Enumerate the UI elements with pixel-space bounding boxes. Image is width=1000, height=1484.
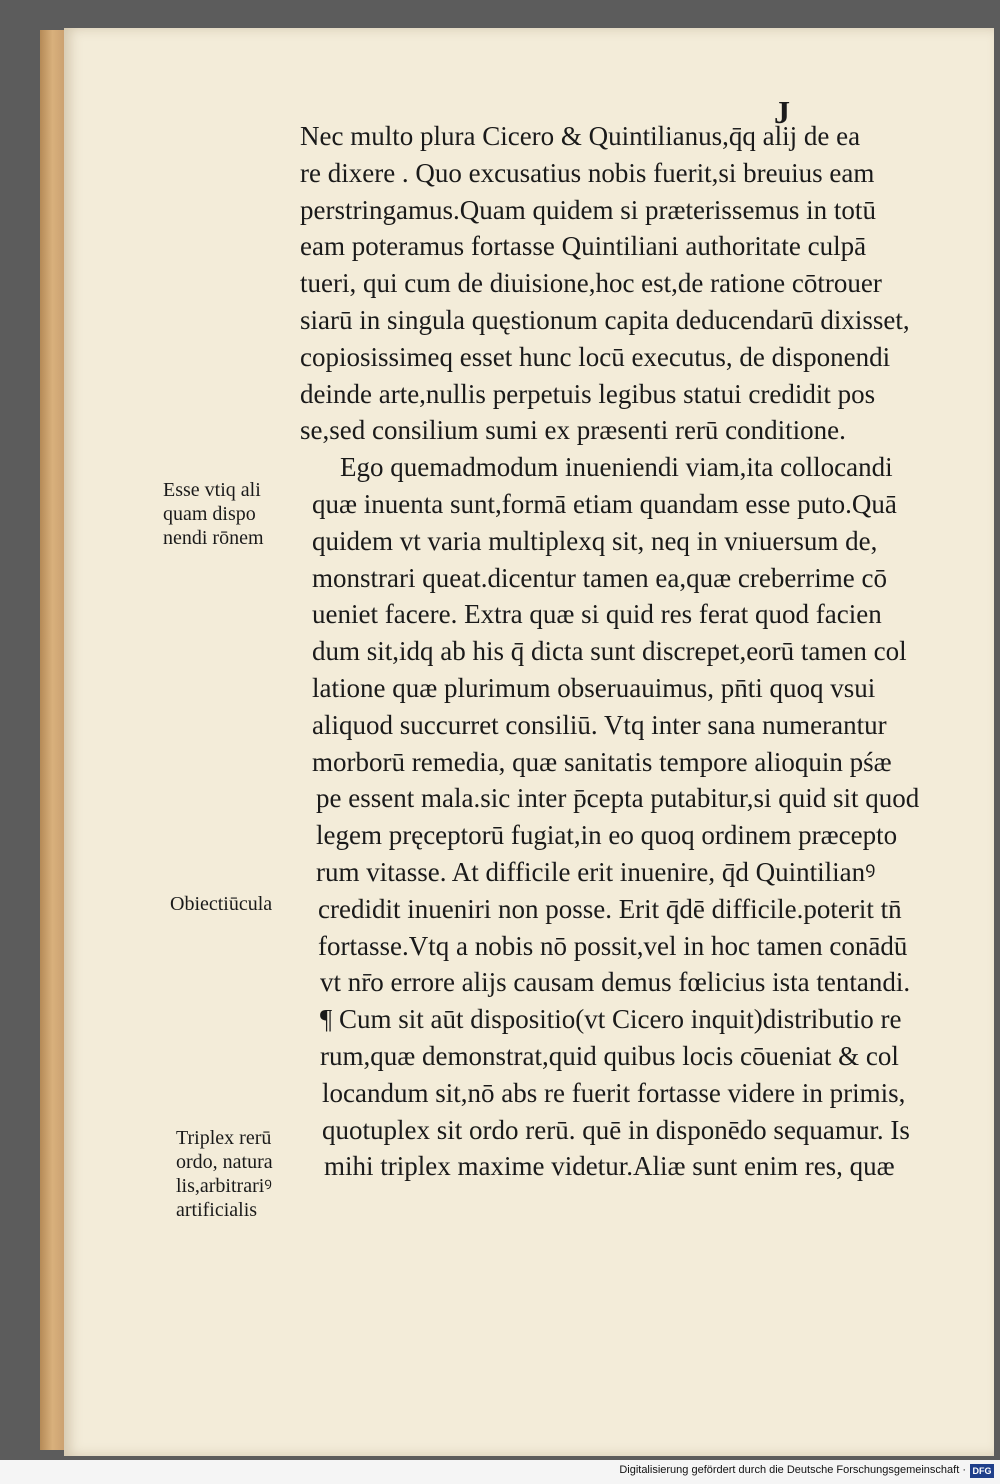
margin-note-line: lis,arbitrariꝰ — [176, 1175, 272, 1197]
margin-note-line: Esse vtiq ali — [163, 479, 261, 501]
margin-note-line: nendi rōnem — [163, 527, 264, 549]
funding-credit: Digitalisierung gefördert durch die Deutsche Forschungsgemeinschaft · — [619, 1464, 966, 1476]
margin-note — [163, 478, 264, 550]
text-line: rum vitasse. At difficile erit inuenire, q̄d Quintilianꝰ — [316, 856, 876, 887]
text-line: Ego quemadmodum inueniendi viam,ita collocandi — [340, 452, 893, 483]
text-line: legem pręceptorū fugiat,in eo quoq ordinem præcepto — [316, 820, 898, 851]
text-line: se,sed consilium sumi ex præsenti rerū conditione. — [300, 415, 846, 446]
text-line: rum,quæ demonstrat,quid quibus locis cōueniat & col — [320, 1040, 899, 1071]
text-line: re dixere . Quo excusatius nobis fuerit,si breuius eam — [300, 157, 875, 188]
text-line: ¶ Cum sit aūt dispositio(vt Cicero inquit)distributio re — [320, 1004, 902, 1035]
text-line: mihi triplex maxime videtur.Aliæ sunt enim res, quæ — [324, 1151, 895, 1182]
text-line: dum sit,idq ab his q̄ dicta sunt discrepet,eorū tamen col — [312, 636, 907, 667]
text-line: morborū remedia, quæ sanitatis tempore alioquin pśæ — [312, 746, 892, 777]
margin-note — [170, 892, 272, 916]
text-line: Nec multo plura Cicero & Quintilianus,q̄q alij de ea — [300, 121, 861, 151]
margin-note — [176, 1126, 273, 1222]
text-line: quæ inuenta sunt,formā etiam quandam esse puto.Quā — [312, 488, 897, 519]
text-line: ueniet facere. Extra quæ si quid res ferat quod facien — [312, 599, 882, 630]
margin-note-line: artificialis — [176, 1199, 258, 1221]
body-text — [300, 118, 970, 1185]
text-line: siarū in singula quęstionum capita deducendarū dixisset, — [300, 304, 910, 335]
text-line: monstrari queat.dicentur tamen ea,quæ creberrime cō — [312, 562, 888, 593]
text-line: credidit inueniri non posse. Erit q̄dē difficile.poterit tn̄ — [318, 893, 902, 924]
text-line: locandum sit,nō abs re fuerit fortasse videre in primis, — [322, 1077, 906, 1108]
footer-bar — [0, 1460, 1000, 1484]
page-mark: J — [774, 94, 790, 130]
text-line: copiosissimeq esset hunc locū executus, de disponendi — [300, 341, 891, 372]
text-line: deinde arte,nullis perpetuis legibus statui credidit pos — [300, 378, 876, 409]
dfg-logo-icon: DFG — [970, 1464, 994, 1478]
text-line: latione quæ plurimum obseruauimus, pn̄ti quoq vsui — [312, 672, 876, 703]
text-line: perstringamus.Quam quidem si præterissemus in totū — [300, 194, 876, 225]
text-line: aliquod succurret consiliū. Vtq inter sana numerantur — [312, 709, 887, 740]
text-line: vt nr̄o errore alijs causam demus fœlicius ista tentandi. — [320, 967, 911, 998]
text-line: fortasse.Vtq a nobis nō possit,vel in hoc tamen conādū — [318, 930, 908, 961]
margin-note-line: ordo, natura — [176, 1151, 273, 1173]
text-line: eam poteramus fortasse Quintiliani authoritate culpā — [300, 231, 867, 262]
text-line: quotuplex sit ordo rerū. quē in disponēdo sequamur. Is — [322, 1114, 910, 1145]
text-line: quidem vt varia multiplexq sit, neq in vniuersum de, — [312, 525, 878, 556]
text-line: pe essent mala.sic inter p̄cepta putabitur,si quid sit quod — [316, 783, 920, 814]
margin-note-line: quam dispo — [163, 503, 256, 525]
text-line: tueri, qui cum de diuisione,hoc est,de ratione cōtrouer — [300, 268, 882, 299]
margin-note-line: Triplex rerū — [176, 1127, 272, 1149]
margin-note-line: Obiectiūcula — [170, 893, 273, 915]
